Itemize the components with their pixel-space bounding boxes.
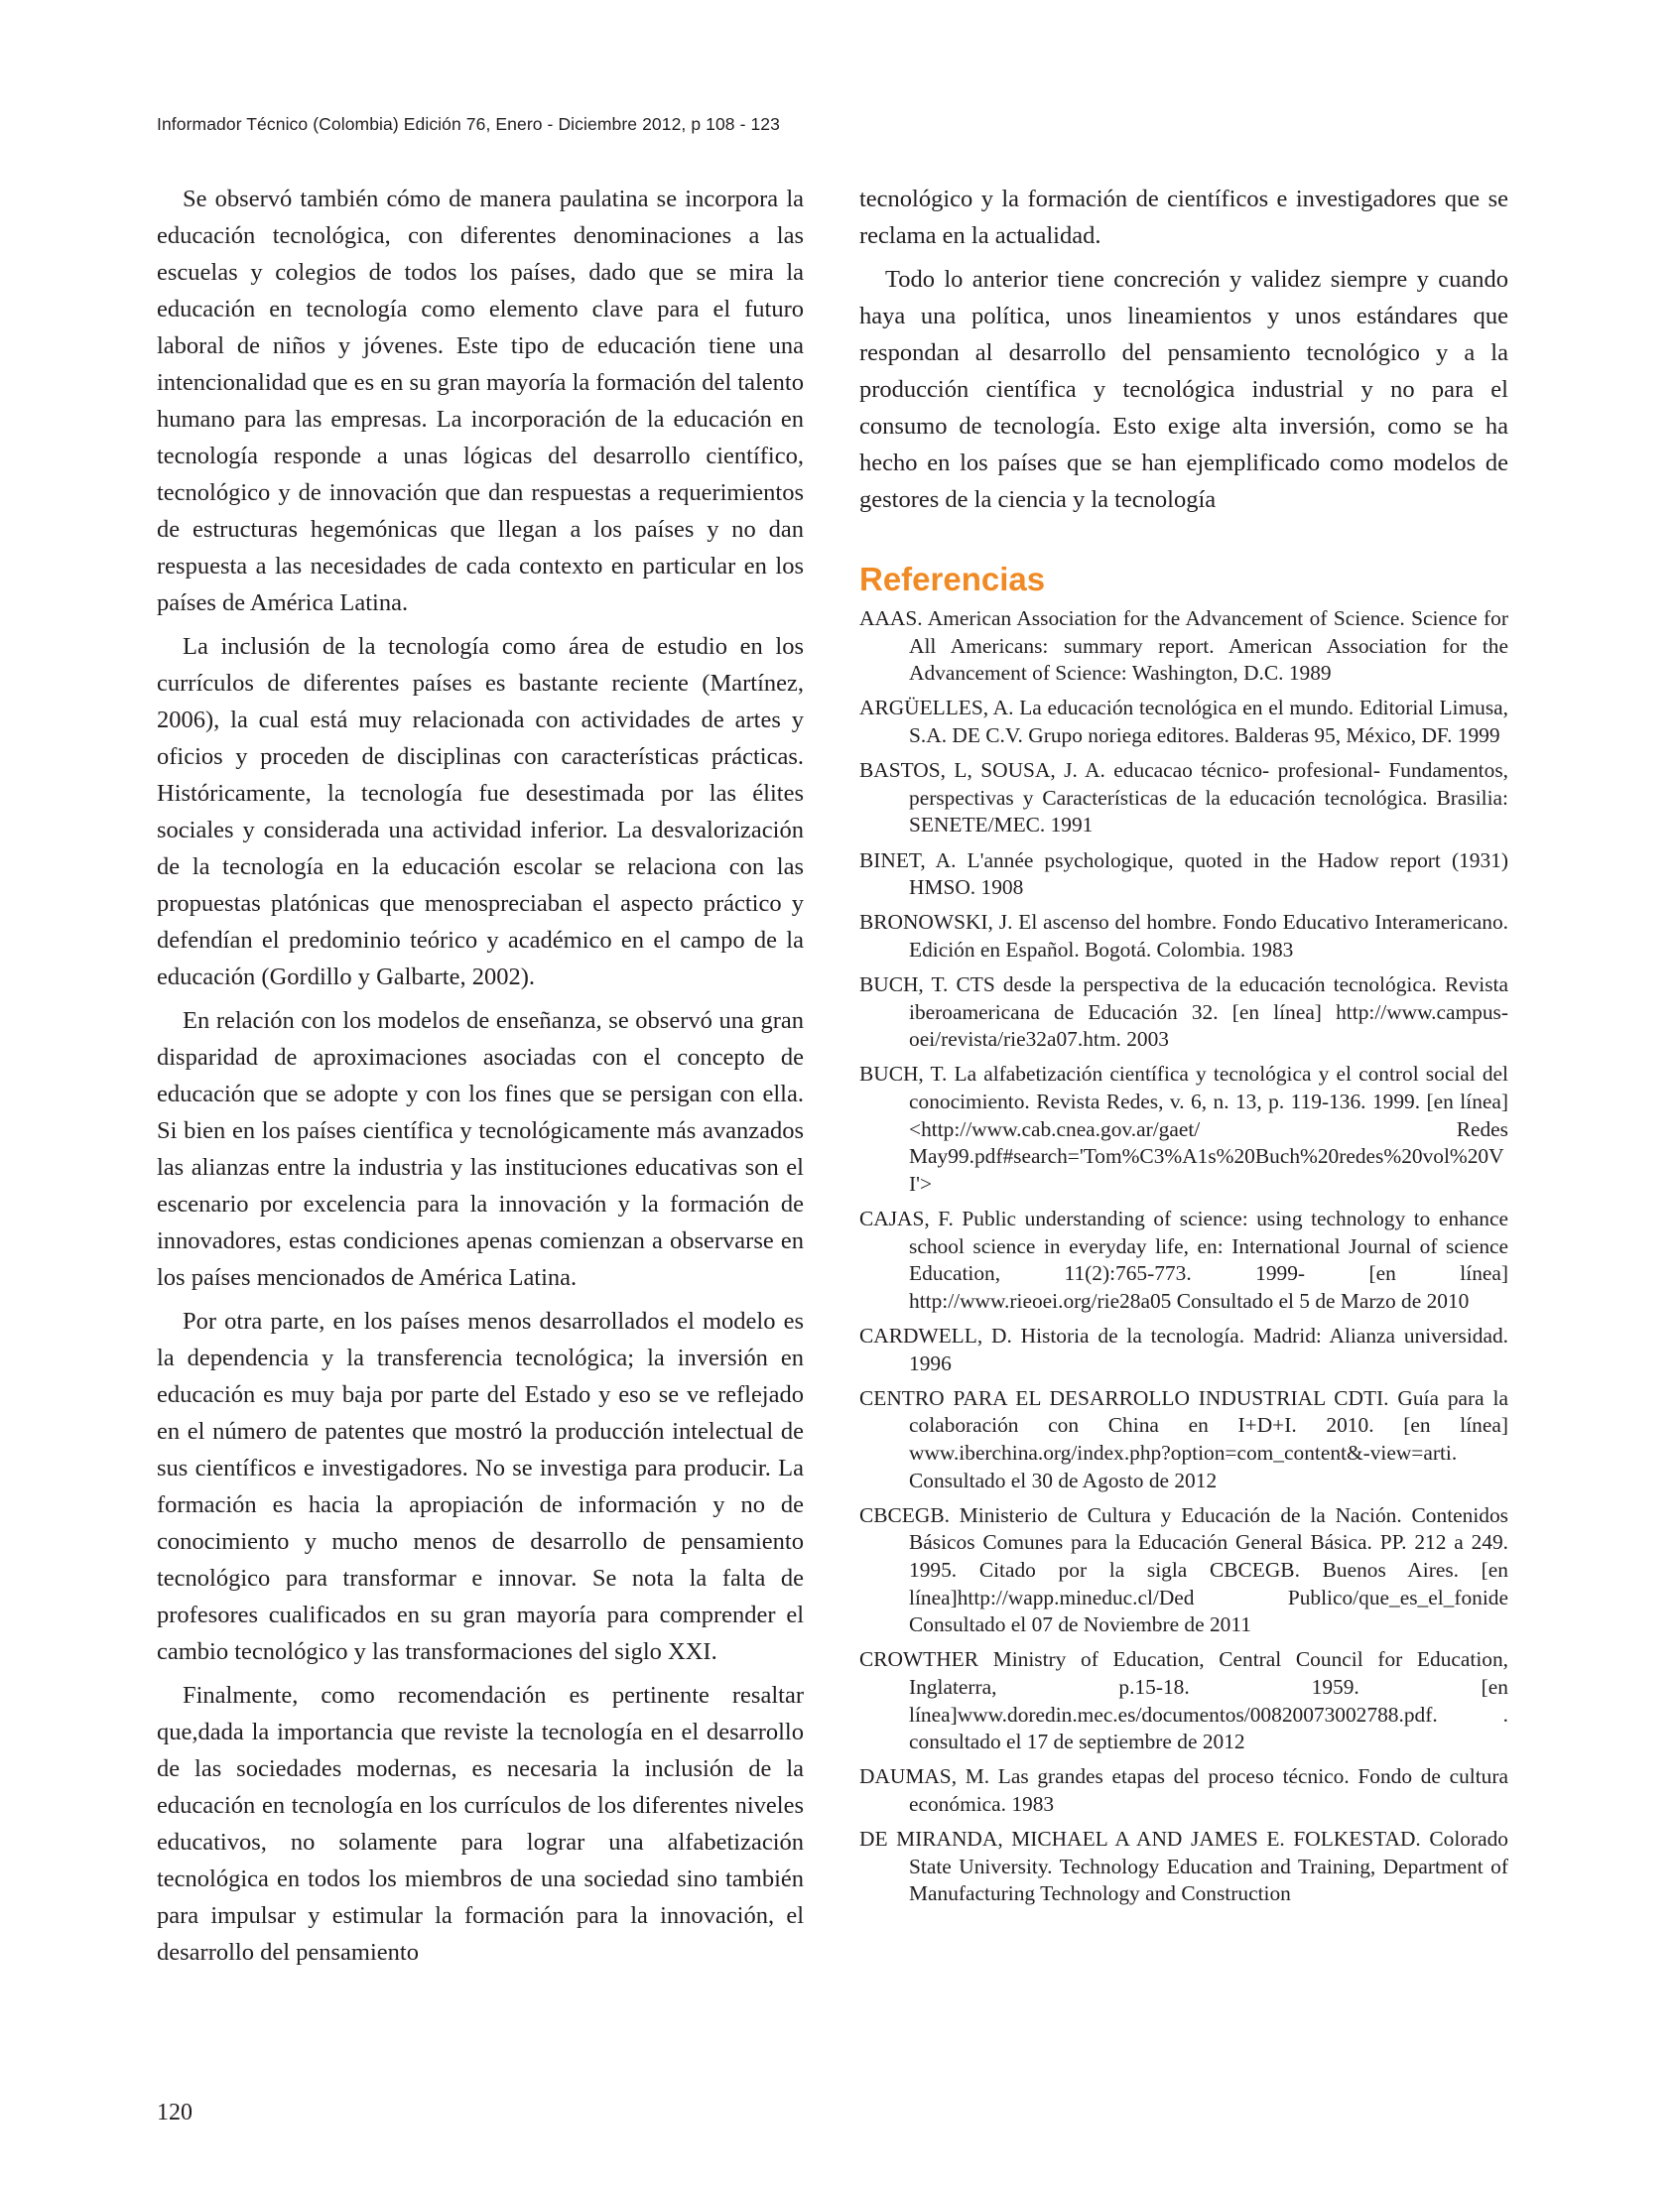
reference-item: BUCH, T. CTS desde la perspectiva de la educación tecnológica. Revista iberoamericana de Educación 32. [en línea] http://www.campus-oei/revista/rie32a07.htm. 2003 bbox=[859, 972, 1508, 1052]
reference-item: ARGÜELLES, A. La educación tecnológica en el mundo. Editorial Limusa, S.A. DE C.V. Grupo noriega editores. Balderas 95, México, DF. 1999 bbox=[859, 696, 1508, 747]
reference-list bbox=[859, 605, 1508, 1908]
right-column bbox=[859, 181, 1508, 1915]
body-paragraph-continuation: tecnológico y la formación de científicos e investigadores que se reclama en la actualidad. bbox=[859, 186, 1508, 249]
reference-item: CROWTHER Ministry of Education, Central Council for Education, Inglaterra, p.15-18. 1959. [en línea]www.doredin.mec.es/documentos/00820073002788.pdf. . consultado el 17 de septiembre de 2012 bbox=[859, 1647, 1508, 1754]
reference-item: DAUMAS, M. Las grandes etapas del proceso técnico. Fondo de cultura económica. 1983 bbox=[859, 1764, 1508, 1816]
reference-item: CBCEGB. Ministerio de Cultura y Educación de la Nación. Contenidos Básicos Comunes para la Educación General Básica. PP. 212 a 249. 1995. Citado por la sigla CBCEGB. Buenos Aires. [en línea]http://wapp.mineduc.cl/Ded Publico/que_es_el_fonide Consultado el 07 de Noviembre de 2011 bbox=[859, 1502, 1508, 1637]
page-number: 120 bbox=[157, 2100, 193, 2125]
reference-item: AAAS. American Association for the Advancement of Science. Science for All Americans: summary report. American Association for the Advancement of Science: Washington, D.C. 1989 bbox=[859, 606, 1508, 686]
body-paragraph: Finalmente, como recomendación es pertinente resaltar que,dada la importancia que reviste la tecnología en el desarrollo de las sociedades modernas, es necesaria la inclusión de la educación en tecnología en los currículos de los diferentes niveles educativos, no solamente para lograr una alfabetización tecnológica en todos los miembros de una sociedad sino también para impulsar y estimular la formación para la innovación, el desarrollo del pensamiento bbox=[157, 1682, 804, 1966]
reference-item: BUCH, T. La alfabetización científica y tecnológica y el control social del conocimiento. Revista Redes, v. 6, n. 13, p. 119-136. 1999. [en línea] <http://www.cab.cnea.gov.ar/gaet/ Redes May99.pdf#search='Tom%C3%A1s%20Buch%20redes%20vol%20VI'> bbox=[859, 1062, 1508, 1196]
body-paragraph: Se observó también cómo de manera paulatina se incorpora la educación tecnológica, con diferentes denominaciones a las escuelas y colegios de todos los países, dado que se mira la educación en tecnología como elemento clave para el futuro laboral de niños y jóvenes. Este tipo de educación tiene una intencionalidad que es en su gran mayoría la formación del talento humano para las empresas. La incorporación de la educación en tecnología responde a unas lógicas del desarrollo científico, tecnológico y de innovación que dan respuestas a requerimientos de estructuras hegemónicas que llegan a los países y no dan respuesta a las necesidades de cada contexto en particular en los países de América Latina. bbox=[157, 186, 804, 616]
reference-item: BASTOS, L, SOUSA, J. A. educacao técnico- profesional- Fundamentos, perspectivas y Características de la educación tecnológica. Brasilia: SENETE/MEC. 1991 bbox=[859, 758, 1508, 837]
reference-item: DE MIRANDA, MICHAEL A AND JAMES E. FOLKESTAD. Colorado State University. Technology Education and Training, Department of Manufacturing Technology and Construction bbox=[859, 1827, 1508, 1906]
body-paragraph: La inclusión de la tecnología como área de estudio en los currículos de diferentes países es bastante reciente (Martínez, 2006), la cual está muy relacionada con actividades de artes y oficios y proceden de disciplinas con características prácticas. Históricamente, la tecnología fue desestimada por las élites sociales y considerada una actividad inferior. La desvalorización de la tecnología en la educación escolar se relaciona con las propuestas platónicas que menospreciaban el aspecto práctico y defendían el predominio teórico y académico en el campo de la educación (Gordillo y Galbarte, 2002). bbox=[157, 633, 804, 990]
reference-item: CARDWELL, D. Historia de la tecnología. Madrid: Alianza universidad. 1996 bbox=[859, 1324, 1508, 1375]
body-paragraph: En relación con los modelos de enseñanza, se observó una gran disparidad de aproximaciones asociadas con el concepto de educación que se adopte y con los fines que se persigan con ella. Si bien en los países científica y tecnológicamente más avanzados las alianzas entre la industria y las instituciones educativas son el escenario por excelencia para la innovación y la formación de innovadores, estas condiciones apenas comienzan a observarse en los países mencionados de América Latina. bbox=[157, 1007, 804, 1291]
reference-item: CAJAS, F. Public understanding of science: using technology to enhance school science in everyday life, en: International Journal of science Education, 11(2):765-773. 1999- [en línea] http://www.rieoei.org/rie28a05 Consultado el 5 de Marzo de 2010 bbox=[859, 1207, 1508, 1313]
left-column bbox=[157, 181, 804, 1971]
reference-item: CENTRO PARA EL DESARROLLO INDUSTRIAL CDTI. Guía para la colaboración con China en I+D+I. 2010. [en línea] www.iberchina.org/index.php?option=com_content&-view=arti. Consultado el 30 de Agosto de 2012 bbox=[859, 1385, 1508, 1492]
running-head: Informador Técnico (Colombia) Edición 76, Enero - Diciembre 2012, p 108 - 123 bbox=[157, 114, 780, 134]
reference-item: BRONOWSKI, J. El ascenso del hombre. Fondo Educativo Interamericano. Edición en Español. Bogotá. Colombia. 1983 bbox=[859, 910, 1508, 962]
body-paragraph: Todo lo anterior tiene concreción y validez siempre y cuando haya una política, unos lineamientos y unos estándares que respondan al desarrollo del pensamiento tecnológico y a la producción científica y tecnológica industrial y no para el consumo de tecnología. Esto exige alta inversión, como se ha hecho en los países que se han ejemplificado como modelos de gestores de la ciencia y la tecnología bbox=[859, 266, 1508, 513]
body-paragraph: Por otra parte, en los países menos desarrollados el modelo es la dependencia y la transferencia tecnológica; la inversión en educación es muy baja por parte del Estado y eso se ve reflejado en el número de patentes que mostró la producción intelectual de sus científicos e investigadores. No se investiga para producir. La formación es hacia la apropiación de información y no de conocimiento y mucho menos de desarrollo de pensamiento tecnológico para transformar e innovar. Se nota la falta de profesores cualificados en su gran mayoría para comprender el cambio tecnológico y las transformaciones del siglo XXI. bbox=[157, 1308, 804, 1665]
references-heading: Referencias bbox=[859, 561, 1046, 597]
reference-item: BINET, A. L'année psychologique, quoted in the Hadow report (1931) HMSO. 1908 bbox=[859, 847, 1508, 900]
